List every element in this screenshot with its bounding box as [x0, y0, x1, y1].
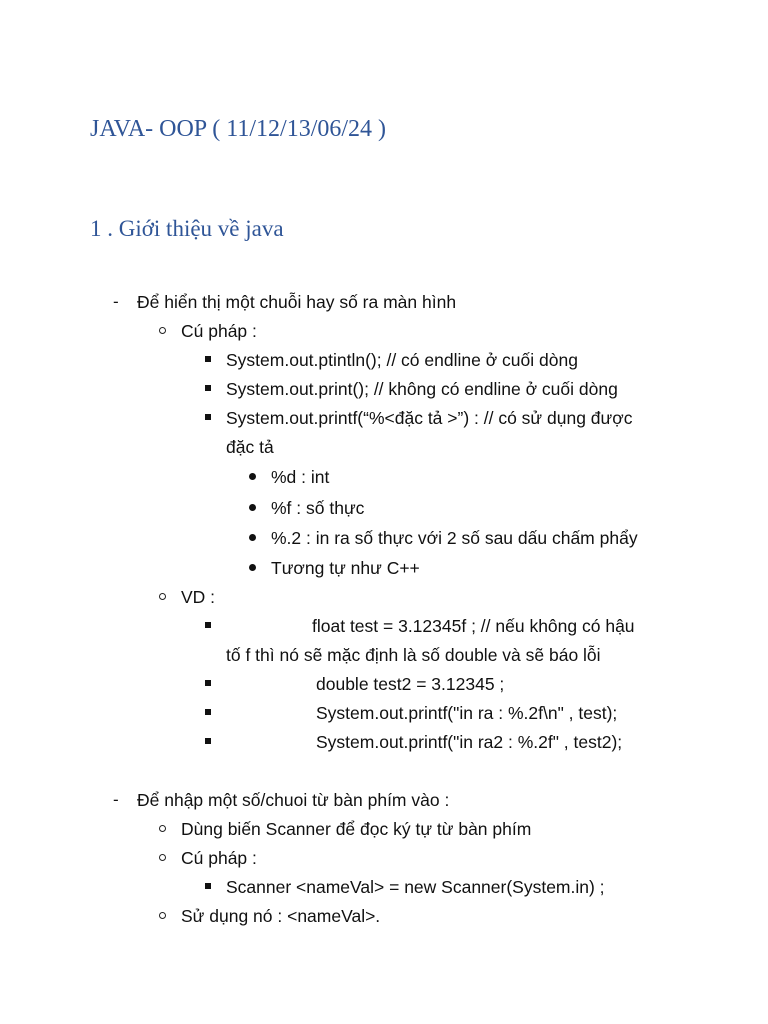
circle-bullet-icon [159, 825, 166, 832]
square-bullet-icon [205, 414, 211, 420]
dot-bullet-icon [249, 534, 256, 541]
code-line: System.out.printf("in ra2 : %.2f" , test2); [316, 732, 623, 752]
list-item: Cú pháp : [181, 848, 257, 868]
list-item: Tương tự như C++ [271, 558, 420, 578]
square-bullet-icon [205, 738, 211, 744]
dot-bullet-icon [249, 473, 256, 480]
list-item: Sử dụng nó : <nameVal>. [181, 906, 381, 926]
code-line: double test2 = 3.12345 ; [316, 674, 505, 694]
circle-bullet-icon [159, 912, 166, 919]
list-item: System.out.ptintln(); // có endline ở cuối dòng [226, 350, 578, 370]
list-item: System.out.print(); // không có endline ở cuối dòng [226, 379, 618, 399]
dot-bullet-icon [249, 504, 256, 511]
circle-bullet-icon [159, 593, 166, 600]
section-heading-intro-java: 1 . Giới thiệu về java [90, 216, 284, 241]
list-item: %f : số thực [271, 498, 365, 518]
list-item: VD : [181, 587, 216, 607]
circle-bullet-icon [159, 854, 166, 861]
list-item-continuation: đặc tả [226, 437, 274, 457]
list-item: Để nhập một số/chuoi từ bàn phím vào : [137, 790, 450, 810]
square-bullet-icon [205, 622, 211, 628]
square-bullet-icon [205, 356, 211, 362]
list-item: Để hiển thị một chuỗi hay số ra màn hình [137, 292, 457, 312]
list-item: %d : int [271, 467, 330, 487]
code-line: Scanner <nameVal> = new Scanner(System.in) ; [226, 877, 605, 897]
code-line: float test = 3.12345f ; // nếu không có hậu [312, 616, 635, 636]
dash-bullet: - [113, 292, 119, 311]
square-bullet-icon [205, 709, 211, 715]
code-line: System.out.printf("in ra : %.2f\n" , test); [316, 703, 618, 723]
square-bullet-icon [205, 680, 211, 686]
list-item: Dùng biến Scanner để đọc ký tự từ bàn phím [181, 819, 532, 839]
circle-bullet-icon [159, 327, 166, 334]
list-item: System.out.printf(“%<đặc tả >”) : // có sử dụng được [226, 408, 633, 428]
list-item: %.2 : in ra số thực với 2 số sau dấu chấm phẩy [271, 528, 638, 548]
square-bullet-icon [205, 385, 211, 391]
square-bullet-icon [205, 883, 211, 889]
list-item-continuation: tố f thì nó sẽ mặc định là số double và sẽ báo lỗi [226, 645, 601, 665]
dash-bullet: - [113, 790, 119, 809]
list-item: Cú pháp : [181, 321, 257, 341]
dot-bullet-icon [249, 564, 256, 571]
document-title: JAVA- OOP ( 11/12/13/06/24 ) [90, 116, 387, 142]
